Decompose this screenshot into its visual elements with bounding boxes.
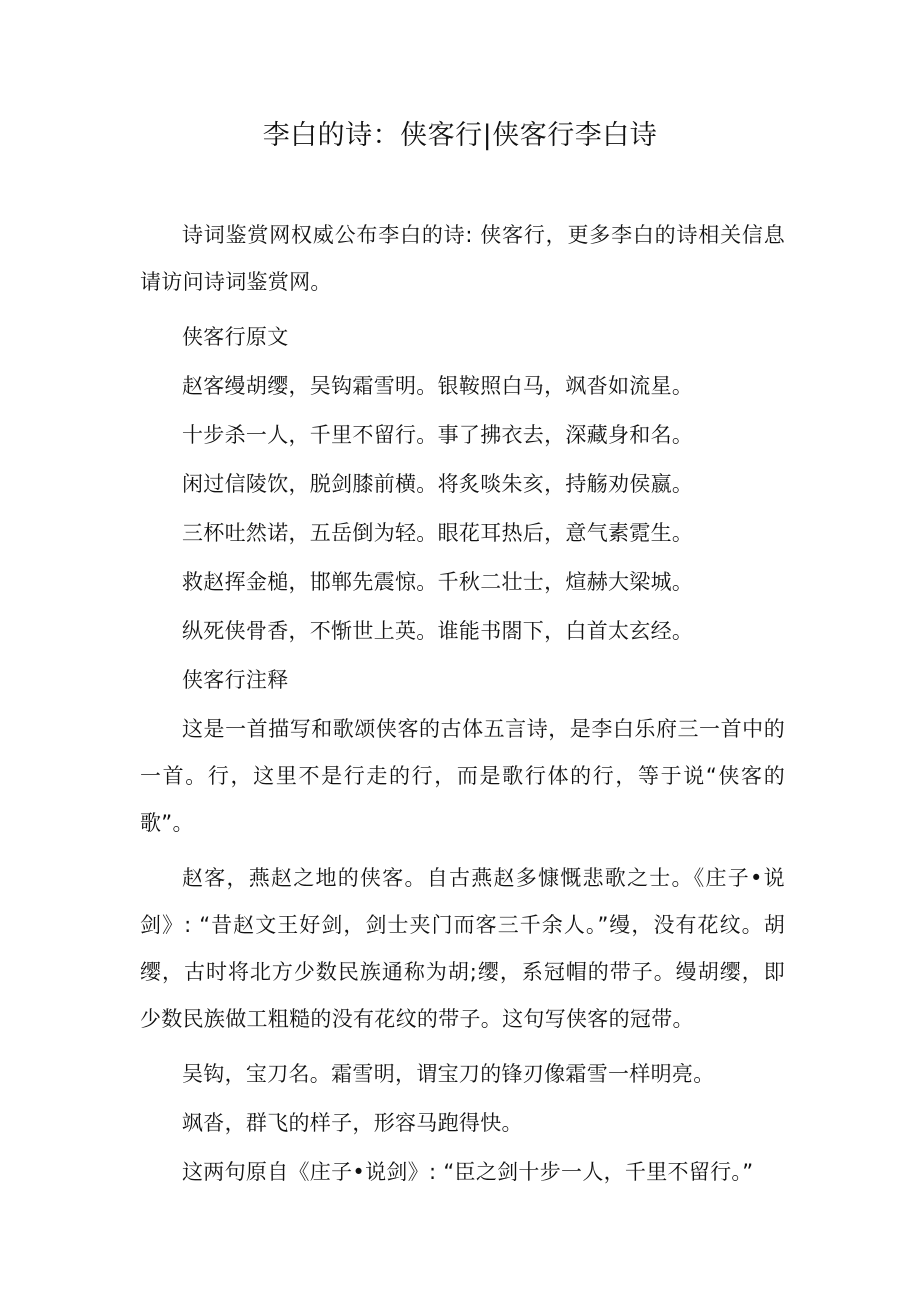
poem-line: 十步杀一人，千里不留行。事了拂衣去，深藏身和名。 [182, 423, 694, 447]
intro-paragraph: 诗词鉴赏网权威公布李白的诗: 侠客行，更多李白的诗相关信息请访问诗词鉴赏网。 [140, 223, 785, 294]
note-paragraph: 赵客，燕赵之地的侠客。自古燕赵多慷慨悲歌之士。《庄子•说剑》: “昔赵文王好剑，剑士夹门而客三千余人。”缦，没有花纹。胡缨，古时将北方少数民族通称为胡;缨，系冠帽的带子。缦胡缨，即少数民族做工粗糙的没有花纹的带子。这句写侠客的冠带。 [140, 866, 785, 1031]
note-paragraph: 这是一首描写和歌颂侠客的古体五言诗，是李白乐府三一首中的一首。行，这里不是行走的行，而是歌行体的行，等于说“侠客的歌”。 [140, 717, 785, 835]
poem-line: 三杯吐然诺，五岳倒为轻。眼花耳热后，意气素霓生。 [182, 521, 694, 545]
note-paragraph: 飒沓，群飞的样子，形容马跑得快。 [182, 1111, 523, 1135]
poem-line: 救赵挥金槌，邯郸先震惊。千秋二壮士，煊赫大梁城。 [182, 570, 694, 594]
document-title: 李白的诗：侠客行|侠客行李白诗 [262, 120, 658, 151]
poem-line: 赵客缦胡缨，吴钩霜雪明。银鞍照白马，飒沓如流星。 [182, 374, 694, 398]
section-heading-original: 侠客行原文 [182, 325, 289, 349]
section-heading-notes: 侠客行注释 [182, 668, 289, 692]
poem-line: 纵死侠骨香，不惭世上英。谁能书閤下，白首太玄经。 [182, 619, 694, 643]
note-paragraph: 这两句原自《庄子•说剑》: “臣之剑十步一人，千里不留行。” [182, 1160, 754, 1184]
poem-line: 闲过信陵饮，脱剑膝前横。将炙啖朱亥，持觞劝侯嬴。 [182, 472, 694, 496]
note-paragraph: 吴钩，宝刀名。霜雪明，谓宝刀的锋刃像霜雪一样明亮。 [182, 1062, 715, 1086]
document-body [140, 212, 785, 1198]
